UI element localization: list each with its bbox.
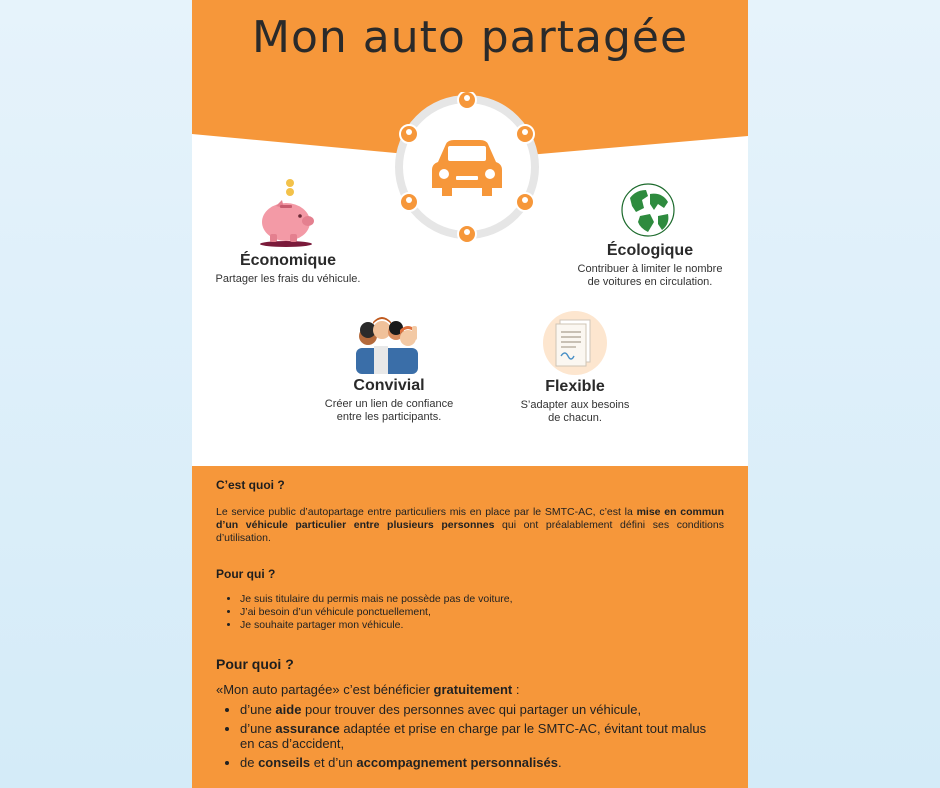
info-content bbox=[216, 478, 724, 774]
feature-economique bbox=[192, 252, 384, 286]
feature-ecologique bbox=[556, 242, 744, 289]
pour-qui-heading: Pour qui ? bbox=[216, 567, 276, 581]
feature-title: Flexible bbox=[545, 378, 605, 395]
list-item: • J’ai besoin d’un véhicule ponctuellement, bbox=[240, 606, 724, 619]
feature-title: Convivial bbox=[353, 377, 425, 394]
car-sharing-hub-icon bbox=[392, 92, 542, 242]
pour-quoi-heading: Pour quoi ? bbox=[216, 656, 294, 672]
document-icon bbox=[542, 310, 608, 376]
feature-title: Écologique bbox=[606, 242, 694, 259]
cest-quoi-heading: C’est quoi ? bbox=[216, 478, 285, 492]
feature-title: Économique bbox=[239, 252, 336, 269]
poster bbox=[192, 0, 748, 788]
list-item: • d’une assurance adaptée et prise en charge par le SMTC-AC, évitant tout malus en cas d’accident, bbox=[240, 721, 724, 751]
feature-description: Créer un lien de confiance entre les participants. bbox=[324, 398, 454, 423]
cest-quoi-text: Le service public d’autopartage entre particuliers mis en place par le SMTC-AC, c’est la mise en commun d’un véhicule particulier entre plusieurs personnes qui ont préalablement défini ses conditions d’utilisation. bbox=[216, 506, 724, 544]
piggy-bank-icon bbox=[256, 178, 322, 248]
page-title: Mon auto partagée bbox=[251, 12, 689, 63]
list-item: • Je suis titulaire du permis mais ne possède pas de voiture, bbox=[240, 593, 724, 606]
globe-icon bbox=[620, 182, 676, 238]
list-item: • Je souhaite partager mon véhicule. bbox=[240, 619, 724, 632]
feature-description: Partager les frais du véhicule. bbox=[215, 273, 361, 285]
pour-quoi-intro: «Mon auto partagée» c’est bénéficier gratuitement : bbox=[216, 682, 520, 697]
list-item: • de conseils et d’un accompagnement personnalisés. bbox=[240, 755, 724, 770]
feature-flexible bbox=[486, 378, 664, 425]
pour-qui-list bbox=[216, 593, 724, 632]
feature-description: S’adapter aux besoins de chacun. bbox=[520, 399, 630, 424]
group-of-friends-icon bbox=[352, 310, 422, 374]
list-item: • d’une aide pour trouver des personnes avec qui partager un véhicule, bbox=[240, 702, 724, 717]
pour-quoi-list bbox=[216, 702, 724, 770]
feature-convivial bbox=[304, 377, 474, 424]
feature-description: Contribuer à limiter le nombre de voitures en circulation. bbox=[577, 263, 723, 288]
info-section bbox=[192, 466, 748, 788]
